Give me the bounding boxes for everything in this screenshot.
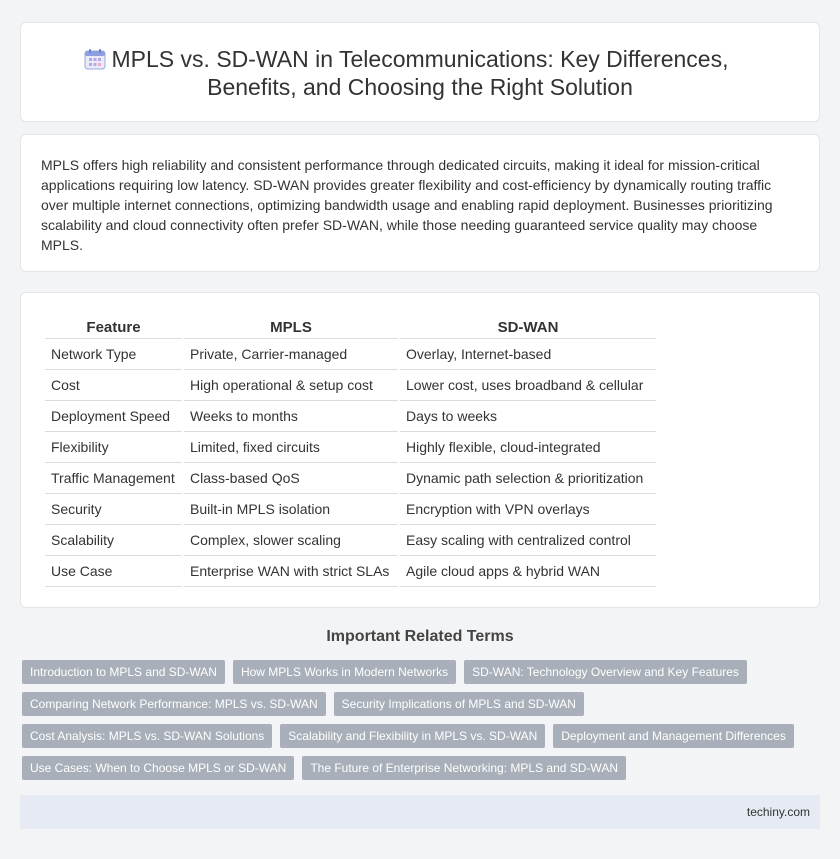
related-term-tag[interactable]: Introduction to MPLS and SD-WAN <box>22 660 225 684</box>
related-terms-list <box>22 660 802 780</box>
table-row <box>45 463 656 494</box>
sdwan-cell: Easy scaling with centralized control <box>400 525 656 556</box>
header-card <box>20 22 820 122</box>
related-term-tag[interactable]: Comparing Network Performance: MPLS vs. SD-WAN <box>22 692 326 716</box>
related-term-tag[interactable]: Security Implications of MPLS and SD-WAN <box>334 692 584 716</box>
feature-cell: Deployment Speed <box>45 401 182 432</box>
related-term-tag[interactable]: Use Cases: When to Choose MPLS or SD-WAN <box>22 756 294 780</box>
sdwan-cell: Dynamic path selection & prioritization <box>400 463 656 494</box>
related-term-tag[interactable]: How MPLS Works in Modern Networks <box>233 660 456 684</box>
sdwan-cell: Overlay, Internet-based <box>400 339 656 370</box>
footer <box>20 795 820 829</box>
table-row <box>45 432 656 463</box>
mpls-cell: Class-based QoS <box>184 463 398 494</box>
related-term-tag[interactable]: Scalability and Flexibility in MPLS vs. SD-WAN <box>280 724 545 748</box>
mpls-cell: Enterprise WAN with strict SLAs <box>184 556 398 587</box>
table-row <box>45 556 656 587</box>
table-row <box>45 494 656 525</box>
feature-cell: Scalability <box>45 525 182 556</box>
related-term-tag[interactable]: Cost Analysis: MPLS vs. SD-WAN Solutions <box>22 724 272 748</box>
mpls-cell: Limited, fixed circuits <box>184 432 398 463</box>
table-row <box>45 370 656 401</box>
column-header-feature: Feature <box>45 315 182 339</box>
related-term-tag[interactable]: The Future of Enterprise Networking: MPLS and SD-WAN <box>302 756 626 780</box>
feature-cell: Traffic Management <box>45 463 182 494</box>
feature-cell: Flexibility <box>45 432 182 463</box>
sdwan-cell: Agile cloud apps & hybrid WAN <box>400 556 656 587</box>
table-row <box>45 339 656 370</box>
table-row <box>45 525 656 556</box>
related-term-tag[interactable]: SD-WAN: Technology Overview and Key Features <box>464 660 747 684</box>
sdwan-cell: Highly flexible, cloud-integrated <box>400 432 656 463</box>
column-header-mpls: MPLS <box>184 315 398 339</box>
mpls-cell: Private, Carrier-managed <box>184 339 398 370</box>
column-header-sdwan: SD-WAN <box>400 315 656 339</box>
feature-cell: Use Case <box>45 556 182 587</box>
feature-cell: Security <box>45 494 182 525</box>
summary-card <box>20 134 820 272</box>
mpls-cell: Weeks to months <box>184 401 398 432</box>
page-title: MPLS vs. SD-WAN in Telecommunications: Key Differences, Benefits, and Choosing the Right Solution <box>111 46 729 100</box>
table-header-row <box>45 315 656 339</box>
footer-site-name: techiny.com <box>746 805 810 819</box>
mpls-cell: Complex, slower scaling <box>184 525 398 556</box>
mpls-cell: High operational & setup cost <box>184 370 398 401</box>
related-term-tag[interactable]: Deployment and Management Differences <box>553 724 794 748</box>
mpls-cell: Built-in MPLS isolation <box>184 494 398 525</box>
sdwan-cell: Lower cost, uses broadband & cellular <box>400 370 656 401</box>
table-row <box>45 401 656 432</box>
comparison-table <box>43 315 658 587</box>
feature-cell: Cost <box>45 370 182 401</box>
feature-cell: Network Type <box>45 339 182 370</box>
comparison-table-card <box>20 292 820 608</box>
sdwan-cell: Encryption with VPN overlays <box>400 494 656 525</box>
sdwan-cell: Days to weeks <box>400 401 656 432</box>
summary-text: MPLS offers high reliability and consistent performance through dedicated circuits, making it ideal for mission-critical applications requiring low latency. SD-WAN provides greater flexibility and cost-efficiency by dynamically routing traffic over multiple internet connections, optimizing bandwidth usage and enabling rapid deployment. Businesses prioritizing scalability and cloud connectivity often prefer SD-WAN, while those needing guaranteed service quality may choose MPLS. <box>41 157 773 253</box>
related-terms-title: Important Related Terms <box>326 628 514 645</box>
